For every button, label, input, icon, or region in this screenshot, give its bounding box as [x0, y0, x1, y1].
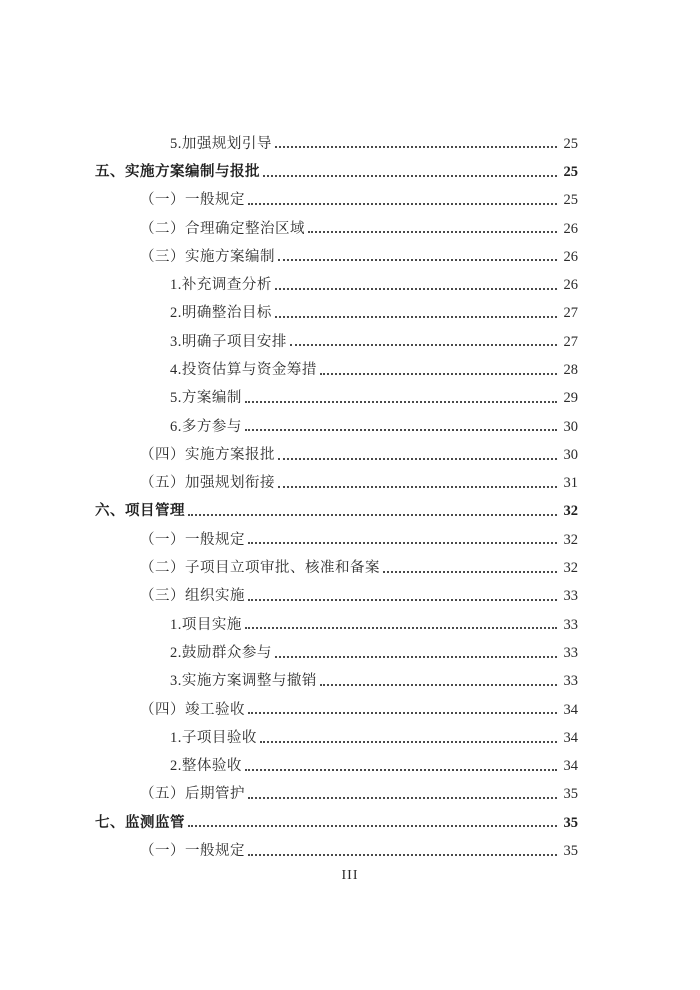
toc-leader-dots — [275, 288, 557, 290]
toc-entry[interactable] — [95, 407, 578, 435]
toc-leader-dots — [260, 741, 557, 743]
toc-entry-page: 27 — [563, 333, 578, 350]
toc-entry-page: 34 — [563, 729, 578, 746]
toc-entry-label: 2.整体验收 — [170, 758, 242, 775]
toc-entry-label: 1.补充调查分析 — [170, 277, 272, 294]
toc-leader-dots — [248, 599, 557, 601]
toc-leader-dots — [188, 825, 557, 827]
toc-entry[interactable] — [95, 492, 578, 520]
toc-entry-page: 33 — [563, 644, 578, 661]
toc-entry-page: 27 — [563, 305, 578, 322]
toc-entry[interactable] — [95, 831, 578, 859]
toc-leader-dots — [320, 684, 557, 686]
toc-entry[interactable] — [95, 548, 578, 576]
toc-entry-label: （三）组织实施 — [140, 588, 245, 605]
toc-entry-page: 34 — [563, 701, 578, 718]
toc-entry-page: 32 — [563, 503, 578, 520]
toc-entry-page: 32 — [563, 531, 578, 548]
toc-entry[interactable] — [95, 322, 578, 350]
toc-leader-dots — [245, 627, 557, 629]
toc-entry-page: 25 — [563, 163, 578, 180]
toc-entry-page: 29 — [563, 390, 578, 407]
toc-entry-page: 25 — [563, 135, 578, 152]
toc-entry-page: 31 — [563, 475, 578, 492]
toc-entry-label: 1.项目实施 — [170, 616, 242, 633]
toc-entry-label: 五、实施方案编制与报批 — [95, 163, 260, 180]
toc-entry[interactable] — [95, 350, 578, 378]
toc-entry-label: （一）一般规定 — [140, 843, 245, 860]
toc-entry-label: （五）后期管护 — [140, 786, 245, 803]
toc-leader-dots — [245, 401, 557, 403]
toc-entry[interactable] — [95, 803, 578, 831]
toc-entry[interactable] — [95, 775, 578, 803]
table-of-contents — [95, 124, 578, 860]
toc-entry-label: 5.方案编制 — [170, 390, 242, 407]
toc-entry[interactable] — [95, 265, 578, 293]
toc-entry[interactable] — [95, 662, 578, 690]
toc-entry-label: 1.子项目验收 — [170, 729, 257, 746]
toc-leader-dots — [383, 571, 557, 573]
toc-entry-label: 4.投资估算与资金筹措 — [170, 362, 317, 378]
toc-entry-label: （一）一般规定 — [140, 192, 245, 209]
toc-entry[interactable] — [95, 379, 578, 407]
page-number-footer: III — [341, 868, 359, 883]
toc-entry[interactable] — [95, 181, 578, 209]
toc-entry-label: 3.明确子项目安排 — [170, 333, 287, 350]
toc-entry-page: 35 — [563, 786, 578, 803]
toc-entry-page: 25 — [563, 192, 578, 209]
toc-entry[interactable] — [95, 152, 578, 180]
toc-entry-label: 5.加强规划引导 — [170, 135, 272, 152]
toc-entry-label: （五）加强规划衔接 — [140, 475, 275, 492]
toc-entry-page: 32 — [563, 560, 578, 577]
toc-entry[interactable] — [95, 435, 578, 463]
toc-entry-label: 2.鼓励群众参与 — [170, 644, 272, 661]
toc-entry[interactable] — [95, 577, 578, 605]
toc-entry-page: 34 — [563, 758, 578, 775]
toc-entry[interactable] — [95, 294, 578, 322]
toc-leader-dots — [278, 259, 557, 261]
toc-entry-label: 2.明确整治目标 — [170, 305, 272, 322]
toc-entry-page: 33 — [563, 673, 578, 690]
toc-leader-dots — [275, 316, 557, 318]
toc-leader-dots — [248, 854, 557, 856]
toc-leader-dots — [188, 514, 557, 516]
toc-entry[interactable] — [95, 464, 578, 492]
toc-leader-dots — [278, 458, 557, 460]
toc-leader-dots — [245, 429, 557, 431]
toc-entry[interactable] — [95, 633, 578, 661]
toc-leader-dots — [275, 656, 557, 658]
toc-entry-label: 七、监测监管 — [95, 814, 185, 831]
toc-entry-page: 33 — [563, 616, 578, 633]
toc-leader-dots — [308, 231, 557, 233]
toc-entry-label: （一）一般规定 — [140, 531, 245, 548]
toc-leader-dots — [278, 486, 557, 488]
toc-leader-dots — [290, 344, 557, 346]
toc-entry-page: 35 — [563, 843, 578, 860]
toc-entry[interactable] — [95, 209, 578, 237]
toc-leader-dots — [248, 203, 557, 205]
toc-entry-label: （二）合理确定整治区域 — [140, 220, 305, 237]
toc-entry-label: （四）竣工验收 — [140, 701, 245, 718]
toc-leader-dots — [245, 769, 557, 771]
toc-entry-label: 3.实施方案调整与撤销 — [170, 673, 317, 690]
toc-leader-dots — [248, 797, 557, 799]
toc-leader-dots — [275, 146, 557, 148]
toc-entry-page: 26 — [563, 248, 578, 265]
toc-entry[interactable] — [95, 605, 578, 633]
toc-entry-page: 26 — [563, 220, 578, 237]
toc-entry-label: 6.多方参与 — [170, 418, 242, 435]
toc-entry[interactable] — [95, 237, 578, 265]
toc-entry-page: 30 — [563, 418, 578, 435]
toc-entry-label: （二）子项目立项审批、核准和备案 — [140, 560, 380, 577]
toc-entry-label: （三）实施方案编制 — [140, 248, 275, 265]
toc-leader-dots — [248, 712, 557, 714]
toc-entry-page: 26 — [563, 277, 578, 294]
toc-entry-page: 33 — [563, 588, 578, 605]
toc-entry[interactable] — [95, 747, 578, 775]
toc-leader-dots — [263, 175, 557, 177]
toc-entry[interactable] — [95, 718, 578, 746]
toc-entry[interactable] — [95, 520, 578, 548]
toc-entry-page: 30 — [563, 446, 578, 463]
toc-entry-page: 28 — [563, 362, 578, 378]
toc-entry-page: 35 — [563, 814, 578, 831]
toc-entry[interactable] — [95, 124, 578, 152]
toc-entry[interactable] — [95, 690, 578, 718]
toc-entry-label: （四）实施方案报批 — [140, 446, 275, 463]
toc-leader-dots — [248, 542, 557, 544]
toc-entry-label: 六、项目管理 — [95, 503, 185, 520]
toc-leader-dots — [320, 373, 557, 375]
